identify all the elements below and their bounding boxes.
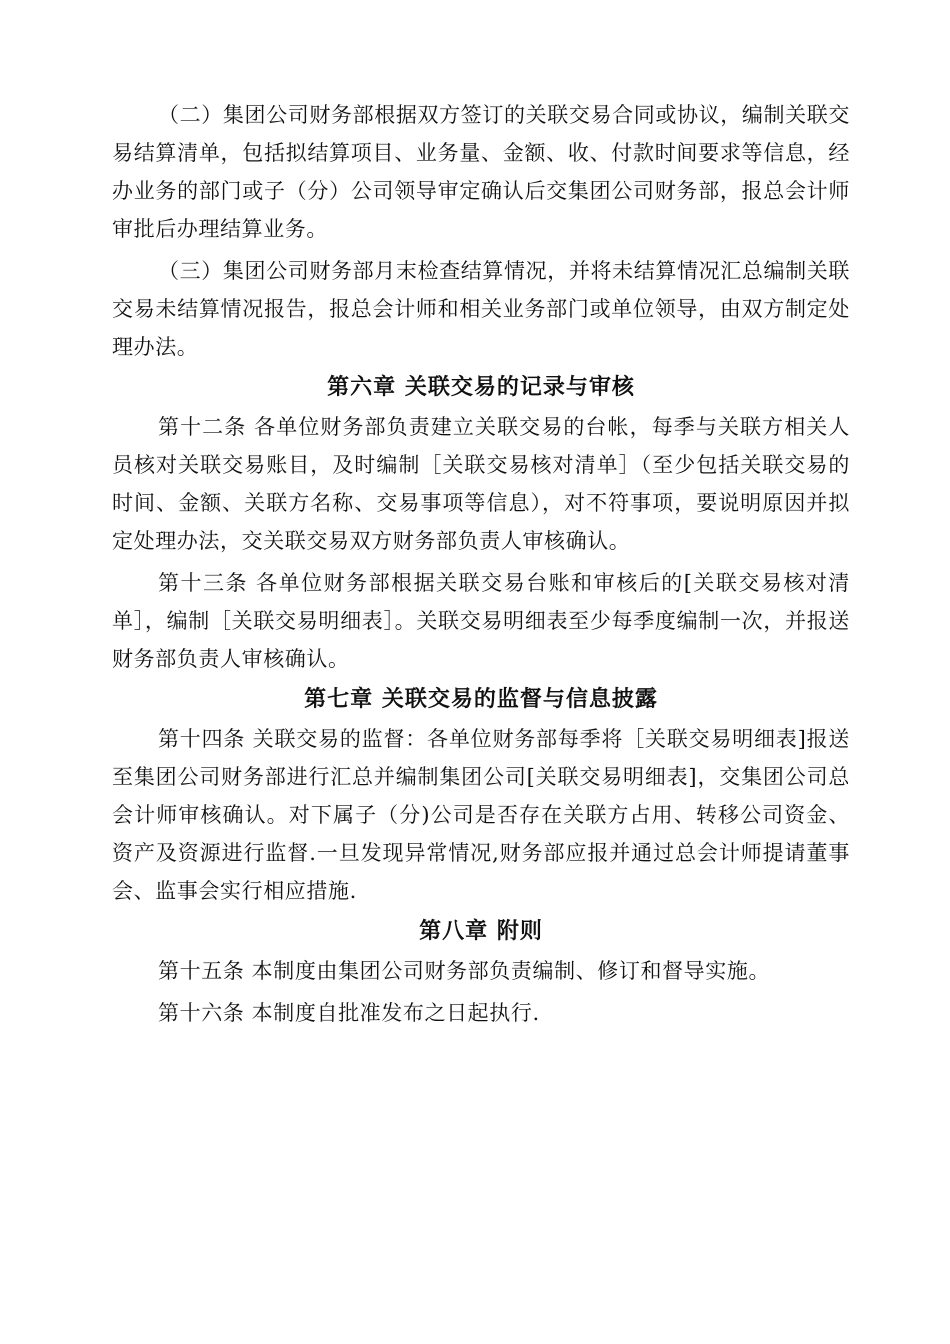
chapter-heading-6: 第六章 关联交易的记录与审核 [327,375,635,400]
article-13: 第十三条 各单位财务部根据关联交易台账和审核后的[关联交易核对清单］，编制［关联交易明细表］。关联交易明细表至少每季度编制一次，并报送财务部负责人审核确认。 [112,571,850,671]
chapter-heading-8: 第八章 附则 [419,919,543,944]
paragraph-month-end-check: （三）集团公司财务部月末检查结算情况，并将未结算情况汇总编制关联交易未结算情况报告，报总会计师和相关业务部门或单位领导，由双方制定处理办法。 [112,259,850,359]
article-12: 第十二条 各单位财务部负责建立关联交易的台帐，每季与关联方相关人员核对关联交易账目，及时编制［关联交易核对清单］（至少包括关联交易的时间、金额、关联方名称、交易事项等信息），对不符事项，要说明原因并拟定处理办法，交关联交易双方财务部负责人审核确认。 [112,415,850,553]
paragraph-settlement-list: （二）集团公司财务部根据双方签订的关联交易合同或协议，编制关联交易结算清单，包括拟结算项目、业务量、金额、收、付款时间要求等信息，经办业务的部门或子（分）公司领导审定确认后交集团公司财务部，报总会计师审批后办理结算业务。 [112,103,850,241]
article-16: 第十六条 本制度自批准发布之日起执行. [158,1001,540,1025]
article-15: 第十五条 本制度由集团公司财务部负责编制、修订和督导实施。 [158,959,771,983]
document-body [112,96,850,1032]
article-14: 第十四条 关联交易的监督：各单位财务部每季将［关联交易明细表]报送至集团公司财务部进行汇总并编制集团公司[关联交易明细表]，交集团公司总会计师审核确认。对下属子（分)公司是否存在关联方占用、转移公司资金、资产及资源进行监督.一旦发现异常情况,财务部应报并通过总会计师提请董事会、监事会实行相应措施. [112,727,850,903]
chapter-heading-7: 第七章 关联交易的监督与信息披露 [304,687,658,712]
